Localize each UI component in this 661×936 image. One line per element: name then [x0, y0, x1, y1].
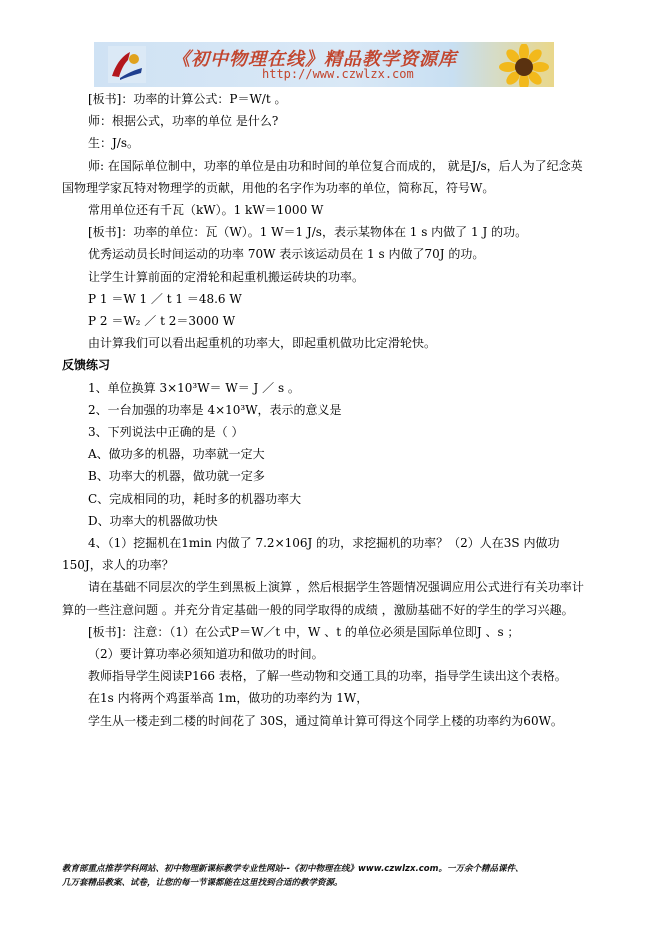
choice-b: B、功率大的机器，做功就一定多: [88, 469, 265, 484]
footer-line: 教育部重点推荐学科网站、初中物理新课标教学专业性网站--《初中物理在线》www.czwlzx.com。一万余个精品课件、: [62, 864, 524, 874]
paragraph: [板书]：注意：（1）在公式P＝W／t 中，W 、t 的单位必须是国际单位即J 、s ；: [88, 624, 520, 639]
paragraph: 在1s 内将两个鸡蛋举高 1m，做功的功率约为 1W，: [88, 691, 369, 706]
footer-line: 几万套精品教案、试卷，让您的每一节课都能在这里找到合适的教学资源。: [62, 878, 343, 888]
paragraph: 生：J/s。: [88, 136, 140, 151]
banner-title: 《初中物理在线》精品教学资源库: [172, 49, 457, 70]
section-heading: 反馈练习: [62, 358, 111, 373]
paragraph: 师: 在国际单位制中，功率的单位是由功和时间的单位复合而成的， 就是J/s，后人为了纪念英国物理学家瓦特对物理学的贡献，用他的名字作为功率的单位，简称瓦，符号W。: [62, 158, 583, 195]
formula-p2: P 2 ＝W₂ ／ t 2＝3000 W: [88, 314, 236, 329]
paragraph: 由计算我们可以看出起重机的功率大，即起重机做功比定滑轮快。: [88, 336, 437, 351]
logo-icon: [108, 46, 146, 83]
formula-p1: P 1 ＝W 1 ／ t 1 ＝48.6 W: [88, 291, 242, 306]
exercise-item: 4、（1）挖掘机在1min 内做了 7.2×106J 的功，求挖掘机的功率？（2）人在3S 内做功150J，求人的功率？: [62, 536, 560, 573]
exercise-item: 1、单位换算 3×10³W＝ W＝ J ／ s 。: [88, 380, 300, 395]
paragraph: [板书]：功率的计算公式：P＝W/t 。: [88, 92, 287, 106]
header-banner: [94, 42, 554, 87]
page-footer: [62, 862, 602, 890]
choice-a: A、做功多的机器，功率就一定大: [88, 447, 265, 462]
paragraph: （2）要计算功率必须知道功和做功的时间。: [88, 647, 324, 662]
exercise-item: 3、下列说法中正确的是（ ）: [88, 425, 244, 440]
paragraph: [板书]：功率的单位：瓦（W）。1 W＝1 J/s，表示某物体在 1 s 内做了 1 J 的功。: [88, 225, 528, 240]
paragraph: 常用单位还有千瓦（kW）。1 kW＝1000 W: [88, 203, 324, 218]
sunflower-icon: [498, 44, 550, 87]
document-body: [62, 88, 590, 732]
paragraph: 让学生计算前面的定滑轮和起重机搬运砖块的功率。: [88, 269, 365, 284]
exercise-item: 2、一台加强的功率是 4×10³W，表示的意义是: [88, 402, 342, 417]
paragraph: 学生从一楼走到二楼的时间花了 30S，通过简单计算可得这个同学上楼的功率约为60W。: [88, 713, 563, 728]
choice-c: C、完成相同的功，耗时多的机器功率大: [88, 491, 302, 506]
paragraph: 请在基础不同层次的学生到黑板上演算 ，然后根据学生答题情况强调应用公式进行有关功率计算的一些注意问题 。并充分肯定基础一般的同学取得的成绩 ，激励基础不好的学生的学习兴趣。: [62, 580, 584, 617]
paragraph: 教师指导学生阅读P166 表格，了解一些动物和交通工具的功率，指导学生读出这个表格。: [88, 669, 567, 684]
choice-d: D、功率大的机器做功快: [88, 513, 218, 528]
paragraph: 优秀运动员长时间运动的功率 70W 表示该运动员在 1 s 内做了70J 的功。: [88, 247, 485, 262]
paragraph: 师：根据公式，功率的单位 是什么?: [88, 114, 279, 129]
banner-url[interactable]: http://www.czwlzx.com: [262, 67, 414, 81]
